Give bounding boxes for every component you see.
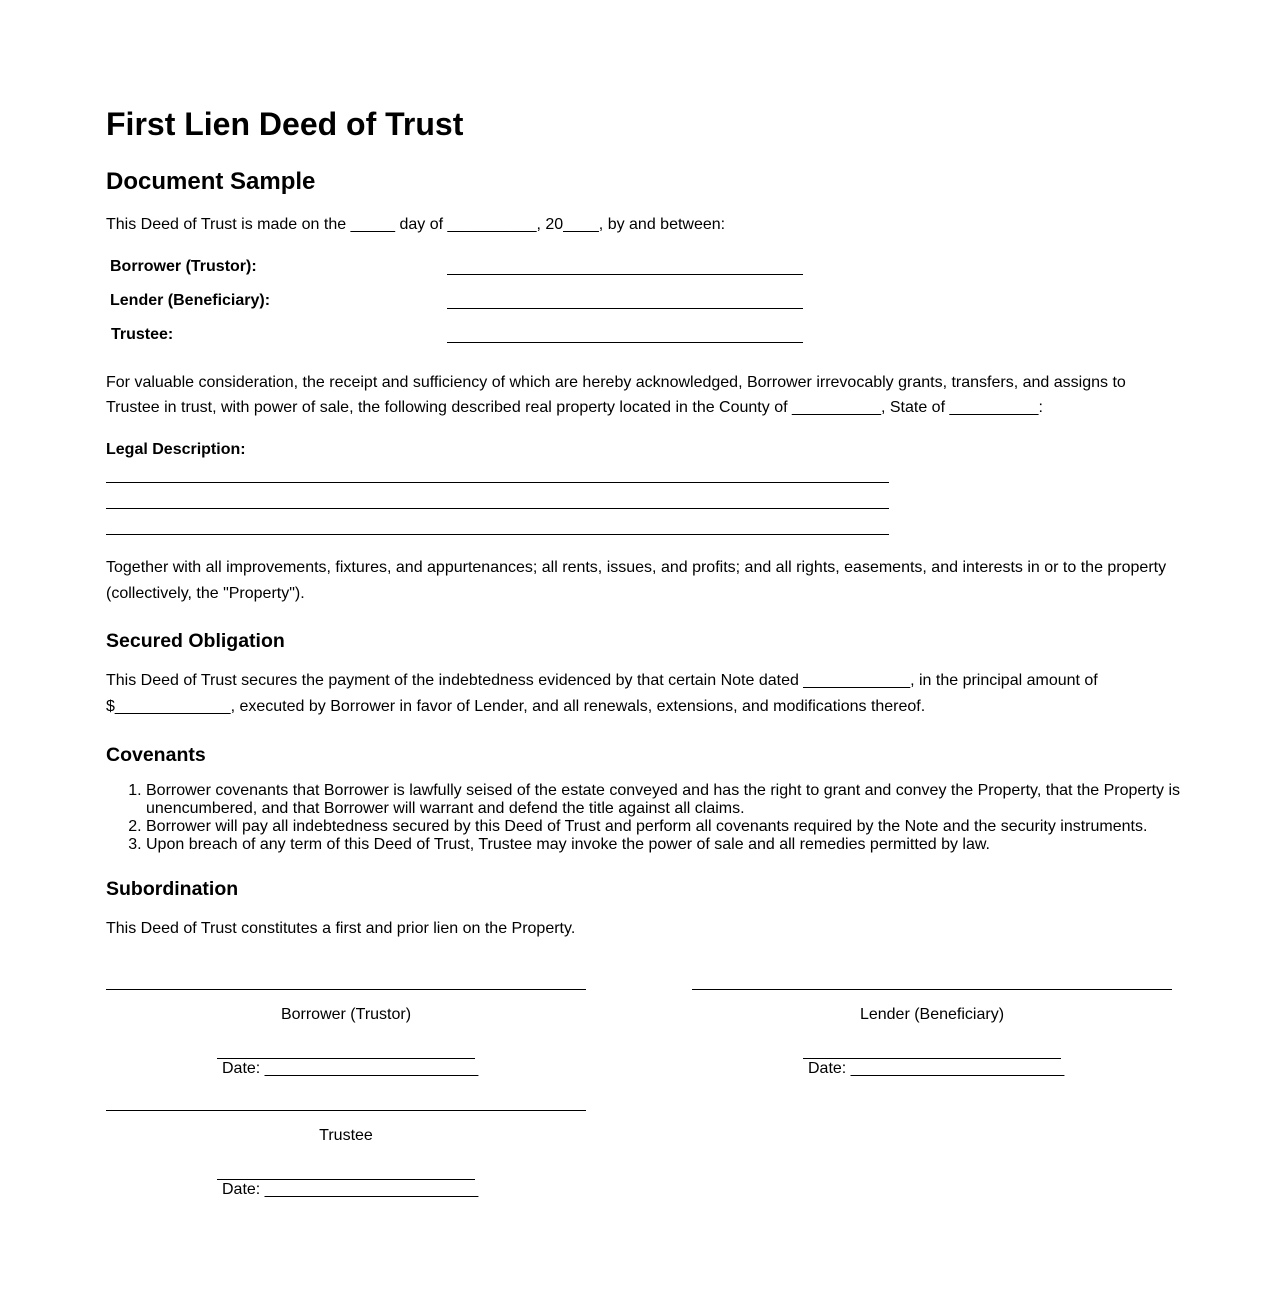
secured-obligation-line2: $_____________, executed by Borrower in favor of Lender, and all renewals, extensions, and modifications thereof. bbox=[106, 698, 926, 715]
grant-paragraph-line2: Trustee in trust, with power of sale, the following described real property located in the County of __________, State of __________: bbox=[106, 399, 1043, 416]
trustee-signature-label: Trustee bbox=[319, 1127, 373, 1144]
subordination-heading: Subordination bbox=[106, 878, 239, 900]
intro-paragraph: This Deed of Trust is made on the _____ day of __________, 20____, by and between: bbox=[106, 216, 726, 233]
document-title: First Lien Deed of Trust bbox=[106, 106, 464, 142]
document-subtitle: Document Sample bbox=[106, 168, 316, 195]
subordination-text: This Deed of Trust constitutes a first and prior lien on the Property. bbox=[106, 920, 576, 937]
borrower-date-label: Date: ________________________ bbox=[222, 1060, 479, 1077]
covenants-list bbox=[106, 782, 1212, 854]
legal-description-line bbox=[106, 534, 889, 535]
covenants-heading: Covenants bbox=[106, 744, 206, 766]
secured-obligation-heading: Secured Obligation bbox=[106, 630, 285, 652]
grant-paragraph-line1: For valuable consideration, the receipt and sufficiency of which are hereby acknowledged, Borrower irrevocably grants, transfers, and assigns to bbox=[106, 374, 1126, 391]
legal-description-label: Legal Description: bbox=[106, 441, 246, 458]
trustee-label: Trustee: bbox=[111, 326, 174, 343]
covenant-item: 1. Borrower covenants that Borrower is lawfully seised of the estate conveyed and has the right to grant and convey the Property, that the Property is unencumbered, and that Borrower will warrant and defend the title against all claims. bbox=[146, 782, 1212, 818]
trustee-blank-line bbox=[447, 342, 803, 343]
lender-label: Lender (Beneficiary): bbox=[110, 292, 271, 309]
lender-signature-label: Lender (Beneficiary) bbox=[859, 1006, 1005, 1023]
trustee-date-label: Date: ________________________ bbox=[222, 1181, 479, 1198]
legal-description-line bbox=[106, 508, 889, 509]
trustee-signature-line bbox=[106, 1110, 586, 1111]
together-paragraph-line1: Together with all improvements, fixtures, and appurtenances; all rents, issues, and profits; and all rights, easements, and interests in or to the property bbox=[106, 559, 1167, 576]
borrower-signature-label: Borrower (Trustor) bbox=[280, 1006, 412, 1023]
borrower-label: Borrower (Trustor): bbox=[110, 258, 257, 275]
together-paragraph-line2: (collectively, the "Property"). bbox=[106, 585, 305, 602]
covenant-item: 2. Borrower will pay all indebtedness secured by this Deed of Trust and perform all covenants required by the Note and the security instruments. bbox=[146, 818, 1212, 836]
lender-date-label: Date: ________________________ bbox=[808, 1060, 1065, 1077]
borrower-signature-line bbox=[106, 989, 586, 990]
covenant-item: 3. Upon breach of any term of this Deed of Trust, Trustee may invoke the power of sale and all remedies permitted by law. bbox=[146, 836, 1212, 854]
lender-signature-line bbox=[692, 989, 1172, 990]
borrower-blank-line bbox=[447, 274, 803, 275]
legal-description-line bbox=[106, 482, 889, 483]
lender-blank-line bbox=[447, 308, 803, 309]
secured-obligation-line1: This Deed of Trust secures the payment of the indebtedness evidenced by that certain Note dated ____________, in the principal amount of bbox=[106, 672, 1098, 689]
